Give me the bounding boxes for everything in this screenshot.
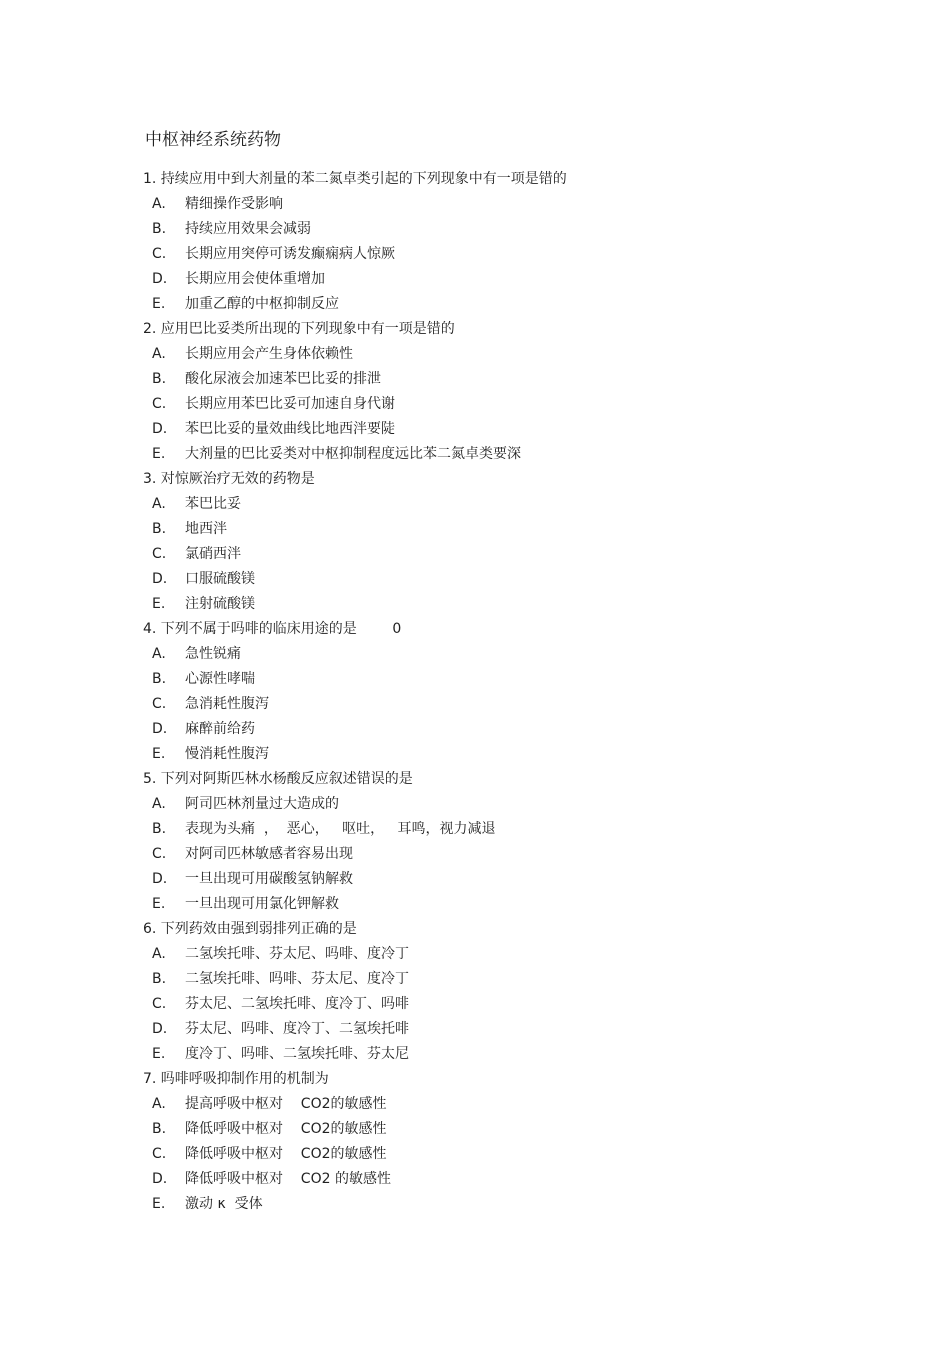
option-letter: C. [152, 696, 167, 712]
option-letter: E. [152, 596, 166, 612]
option-a [0, 342, 950, 367]
option-letter: C. [152, 1146, 167, 1162]
option-letter: E. [152, 296, 166, 312]
option-letter: A. [152, 646, 166, 662]
option-letter: E. [152, 446, 166, 462]
option-c [0, 992, 950, 1017]
option-b [0, 217, 950, 242]
option-e [0, 292, 950, 317]
option-text: 二氢埃托啡、芬太尼、吗啡、度冷丁 [185, 946, 409, 962]
option-e [0, 742, 950, 767]
option-a [0, 192, 950, 217]
question-stem: 7. 吗啡呼吸抑制作用的机制为 [143, 1071, 329, 1087]
option-letter: D. [152, 1171, 168, 1187]
question-stem: 6. 下列药效由强到弱排列正确的是 [143, 921, 357, 937]
option-b [0, 1117, 950, 1142]
option-letter: D. [152, 721, 168, 737]
option-d [0, 567, 950, 592]
option-a [0, 792, 950, 817]
option-text: 表现为头痛 ， 恶心， 呕吐， 耳鸣，视力减退 [185, 821, 496, 837]
question-stem: 3. 对惊厥治疗无效的药物是 [143, 471, 315, 487]
option-b [0, 667, 950, 692]
option-text: 降低呼吸中枢对 CO2 的敏感性 [185, 1171, 391, 1187]
option-letter: C. [152, 396, 167, 412]
option-text: 度冷丁、吗啡、二氢埃托啡、芬太尼 [185, 1046, 409, 1062]
option-text: 注射硫酸镁 [185, 596, 255, 612]
option-b [0, 367, 950, 392]
option-d [0, 1017, 950, 1042]
option-letter: D. [152, 421, 168, 437]
option-letter: E. [152, 1046, 166, 1062]
option-text: 持续应用效果会减弱 [185, 221, 311, 237]
option-letter: C. [152, 546, 167, 562]
option-d [0, 717, 950, 742]
option-letter: D. [152, 571, 168, 587]
option-text: 精细操作受影响 [185, 196, 283, 212]
option-letter: A. [152, 346, 166, 362]
document-title: 中枢神经系统药物 [145, 130, 281, 150]
option-text: 激动 κ 受体 [185, 1196, 263, 1212]
option-c [0, 242, 950, 267]
option-text: 心源性哮喘 [185, 671, 255, 687]
option-text: 酸化尿液会加速苯巴比妥的排泄 [185, 371, 381, 387]
option-text: 长期应用会产生身体依赖性 [185, 346, 353, 362]
option-text: 降低呼吸中枢对 CO2的敏感性 [185, 1146, 387, 1162]
option-d [0, 867, 950, 892]
option-text: 对阿司匹林敏感者容易出现 [185, 846, 353, 862]
option-c [0, 542, 950, 567]
option-letter: D. [152, 271, 168, 287]
option-text: 芬太尼、吗啡、度冷丁、二氢埃托啡 [185, 1021, 409, 1037]
option-e [0, 1042, 950, 1067]
option-d [0, 417, 950, 442]
option-d [0, 1167, 950, 1192]
option-letter: B. [152, 371, 167, 387]
option-text: 口服硫酸镁 [185, 571, 255, 587]
option-text: 长期应用苯巴比妥可加速自身代谢 [185, 396, 395, 412]
option-text: 芬太尼、二氢埃托啡、度冷丁、吗啡 [185, 996, 409, 1012]
option-text: 降低呼吸中枢对 CO2的敏感性 [185, 1121, 387, 1137]
option-letter: B. [152, 671, 167, 687]
option-e [0, 1192, 950, 1217]
option-letter: D. [152, 1021, 168, 1037]
option-text: 苯巴比妥 [185, 496, 241, 512]
question-stem: 5. 下列对阿斯匹林水杨酸反应叙述错误的是 [143, 771, 413, 787]
option-e [0, 442, 950, 467]
question-stem: 1. 持续应用中到大剂量的苯二氮卓类引起的下列现象中有一项是错的 [143, 171, 567, 187]
option-text: 地西泮 [185, 521, 227, 537]
option-text: 大剂量的巴比妥类对中枢抑制程度远比苯二氮卓类要深 [185, 446, 521, 462]
option-letter: B. [152, 971, 167, 987]
option-b [0, 517, 950, 542]
option-text: 提高呼吸中枢对 CO2的敏感性 [185, 1096, 387, 1112]
option-text: 长期应用会使体重增加 [185, 271, 325, 287]
option-letter: A. [152, 946, 166, 962]
option-letter: E. [152, 896, 166, 912]
option-e [0, 892, 950, 917]
option-letter: A. [152, 1096, 166, 1112]
option-letter: B. [152, 221, 167, 237]
option-e [0, 592, 950, 617]
option-text: 长期应用突停可诱发癫痫病人惊厥 [185, 246, 395, 262]
option-a [0, 942, 950, 967]
option-a [0, 642, 950, 667]
option-c [0, 842, 950, 867]
option-c [0, 1142, 950, 1167]
option-letter: A. [152, 196, 166, 212]
option-a [0, 1092, 950, 1117]
question-stem: 4. 下列不属于吗啡的临床用途的是 0 [143, 621, 402, 637]
option-text: 二氢埃托啡、吗啡、芬太尼、度冷丁 [185, 971, 409, 987]
option-letter: A. [152, 496, 166, 512]
option-text: 一旦出现可用碳酸氢钠解救 [185, 871, 353, 887]
option-letter: A. [152, 796, 166, 812]
option-text: 阿司匹林剂量过大造成的 [185, 796, 339, 812]
option-letter: E. [152, 1196, 166, 1212]
option-letter: D. [152, 871, 168, 887]
option-d [0, 267, 950, 292]
option-b [0, 817, 950, 842]
option-text: 急性锐痛 [185, 646, 241, 662]
option-letter: C. [152, 996, 167, 1012]
option-b [0, 967, 950, 992]
option-c [0, 692, 950, 717]
option-letter: C. [152, 246, 167, 262]
option-text: 慢消耗性腹泻 [185, 746, 269, 762]
option-letter: C. [152, 846, 167, 862]
option-letter: B. [152, 1121, 167, 1137]
option-a [0, 492, 950, 517]
option-text: 苯巴比妥的量效曲线比地西泮要陡 [185, 421, 395, 437]
option-letter: B. [152, 821, 167, 837]
option-text: 氯硝西泮 [185, 546, 241, 562]
option-c [0, 392, 950, 417]
question-stem: 2. 应用巴比妥类所出现的下列现象中有一项是错的 [143, 321, 455, 337]
question-list [0, 167, 950, 1217]
option-text: 麻醉前给药 [185, 721, 255, 737]
option-letter: B. [152, 521, 167, 537]
option-letter: E. [152, 746, 166, 762]
option-text: 一旦出现可用氯化钾解救 [185, 896, 339, 912]
option-text: 加重乙醇的中枢抑制反应 [185, 296, 339, 312]
option-text: 急消耗性腹泻 [185, 696, 269, 712]
